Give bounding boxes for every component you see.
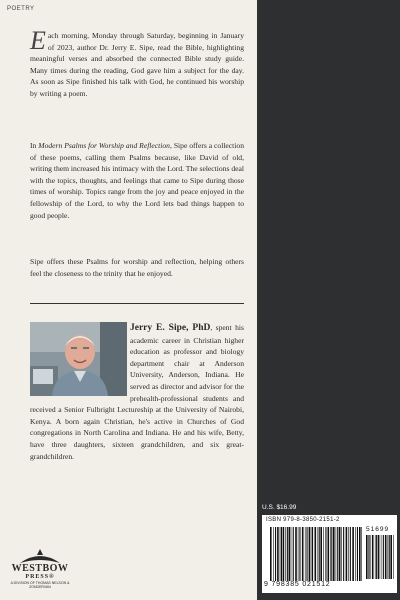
divider-rule bbox=[30, 303, 244, 304]
paragraph-1-text: ach morning, Monday through Saturday, beginning in January of 2023, author Dr. Jerry E. Sipe, read the Bible, highlighting meaningful verses and absorbed the connected Bible study guide. Many times during the reading, God gave him a subject for the day. As soon as Sipe finished his talk with God, he continued his worship by writing a poem. bbox=[30, 31, 244, 98]
publisher-name: WESTBOW bbox=[11, 563, 69, 574]
paragraph-2-text: , Sipe offers a collection of these poems, calling them Psalms because, like David of old, writing them increased his intimacy with the Lord. The selections deal with the topics, thoughts, and feelings that came to Sipe during those times of worship. Topics range from the joy and peace enjoyed in the fellowship of the Lord, to why the Lord lets bad things happen to good people. bbox=[30, 141, 244, 220]
addon-barcode bbox=[366, 535, 394, 579]
price-label: U.S. $16.99 bbox=[262, 504, 297, 511]
publisher-sub: PRESS® bbox=[25, 574, 55, 580]
paragraph-2-lead: In bbox=[30, 141, 39, 150]
author-bio bbox=[30, 322, 244, 462]
barcode-box bbox=[262, 515, 397, 593]
publisher-division: A DIVISION OF THOMAS NELSON & ZONDERVAN bbox=[10, 581, 70, 589]
barcode-digits: 9 798385 021512 bbox=[264, 581, 331, 588]
author-name: Jerry E. Sipe, PhD bbox=[130, 323, 211, 333]
description-paragraph-3: Sipe offers these Psalms for worship and reflection, helping others feel the closeness to the trinity that he enjoyed. bbox=[30, 257, 244, 278]
publisher-logo bbox=[10, 548, 70, 598]
publisher-emblem-icon bbox=[10, 548, 70, 564]
book-title: Modern Psalms for Worship and Reflection bbox=[38, 141, 170, 150]
author-bio-text: , spent his academic career in Christian higher education as professor and biology department chair at Anderson University, Anderson, Indiana. He served as director and advisor for the prehealth-professional students and received a Senior Fulbright Lectureship at the University of Nairobi, Kenya. A born again Christian, he's active in Churches of God congregations in North Carolina and Indiana. He and his wife, Betty, have three daughters, sixteen grandchildren, and six great-grandchildren. bbox=[30, 323, 244, 461]
addon-digits: 51699 bbox=[366, 526, 390, 533]
drop-cap: E bbox=[30, 26, 46, 55]
description-paragraph-1 bbox=[30, 26, 244, 100]
isbn-label: ISBN 979-8-3850-2151-2 bbox=[266, 517, 340, 523]
isbn-barcode bbox=[270, 527, 362, 581]
description-paragraph-2 bbox=[30, 140, 244, 221]
category-label: POETRY bbox=[7, 6, 35, 12]
